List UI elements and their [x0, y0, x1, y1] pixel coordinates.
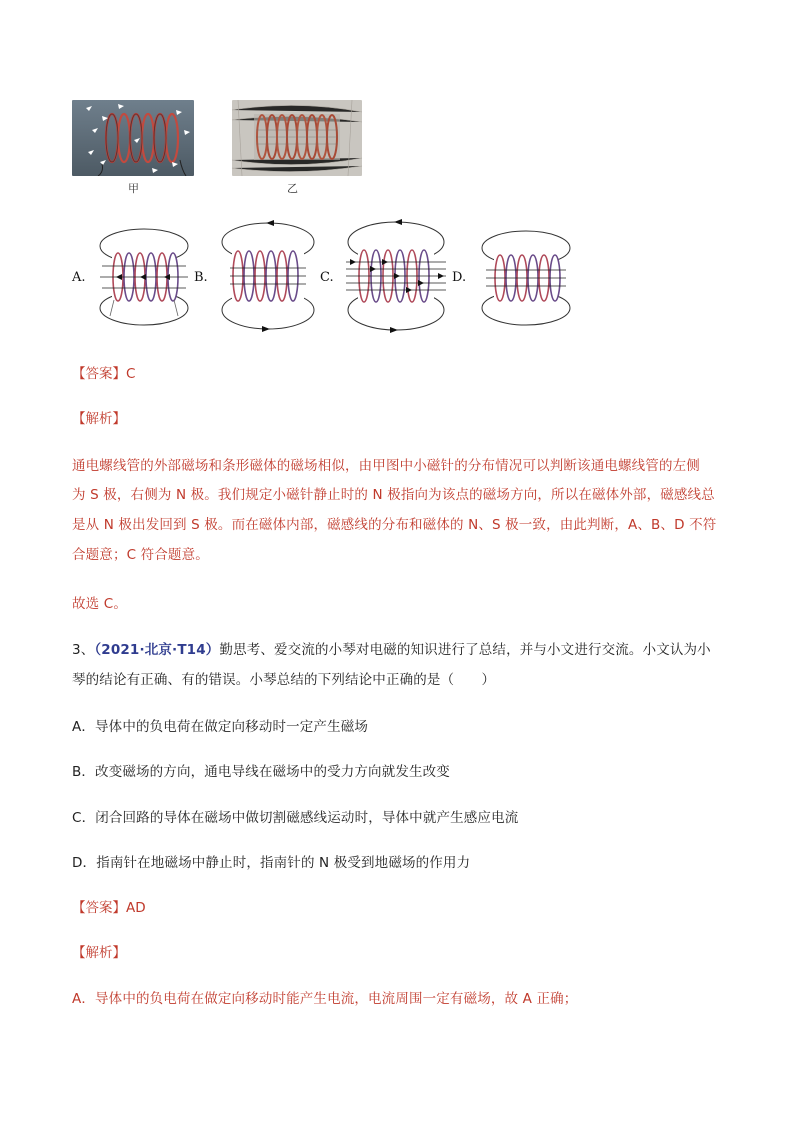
answer-3	[72, 896, 146, 916]
answer-label: 【答案】	[72, 366, 126, 382]
analysis-1-line-1: 通电螺线管的外部磁场和条形磁体的磁场相似，由甲图中小磁针的分布情况可以判断该通电螺线管的左侧	[72, 458, 700, 474]
question-3-line-1	[72, 638, 711, 658]
answer-1	[72, 362, 135, 382]
solenoid-compass-photo	[72, 100, 194, 176]
caption-yi: 乙	[287, 182, 298, 195]
analysis-3-label: 【解析】	[72, 945, 126, 961]
question-3-option-c: C．闭合回路的导体在磁场中做切割磁感线运动时，导体中就产生感应电流	[72, 810, 519, 826]
analysis-1-label: 【解析】	[72, 411, 126, 427]
question-3-option-d: D．指南针在地磁场中静止时，指南针的 N 极受到地磁场的作用力	[72, 855, 471, 871]
option-label-a: A.	[72, 270, 86, 285]
question-3-option-a: A．导体中的负电荷在做定向移动时一定产生磁场	[72, 719, 369, 735]
option-label-b: B.	[194, 270, 208, 285]
question-3-option-b: B．改变磁场的方向，通电导线在磁场中的受力方向就发生改变	[72, 764, 450, 780]
option-label-d: D.	[452, 270, 467, 285]
question-3-line-2: 琴的结论有正确、有的错误。小琴总结的下列结论中正确的是（ ）	[72, 672, 496, 688]
answer-value: AD	[126, 900, 146, 916]
option-a-diagram	[92, 224, 196, 330]
photo-yi	[232, 100, 362, 176]
question-source: （2021·北京·T14）	[94, 642, 220, 658]
option-c-diagram	[342, 216, 450, 336]
caption-jia: 甲	[128, 182, 139, 195]
analysis-1-conclusion: 故选 C。	[72, 596, 127, 612]
question-text: 勤思考、爱交流的小琴对电磁的知识进行了总结，并与小文进行交流。小文认为小	[219, 642, 711, 658]
analysis-1-line-3: 是从 N 极出发回到 S 极。而在磁体内部，磁感线的分布和磁体的 N、S 极一致，由此判断，A、B、D 不符	[72, 517, 717, 533]
answer-value: C	[126, 366, 136, 382]
solenoid-ironfilings-photo	[232, 100, 362, 176]
analysis-1-line-2: 为 S 极，右侧为 N 极。我们规定小磁针静止时的 N 极指向为该点的磁场方向，所以在磁体外部，磁感线总	[72, 487, 715, 503]
option-b-diagram	[216, 218, 320, 334]
option-label-c: C.	[320, 270, 334, 285]
option-d-diagram	[474, 226, 578, 330]
question-number: 3、	[72, 642, 95, 658]
analysis-1-line-4: 合题意；C 符合题意。	[72, 547, 209, 563]
answer-label: 【答案】	[72, 900, 126, 916]
analysis-3-line-1: A．导体中的负电荷在做定向移动时能产生电流，电流周围一定有磁场，故 A 正确；	[72, 991, 578, 1007]
photo-jia	[72, 100, 194, 176]
